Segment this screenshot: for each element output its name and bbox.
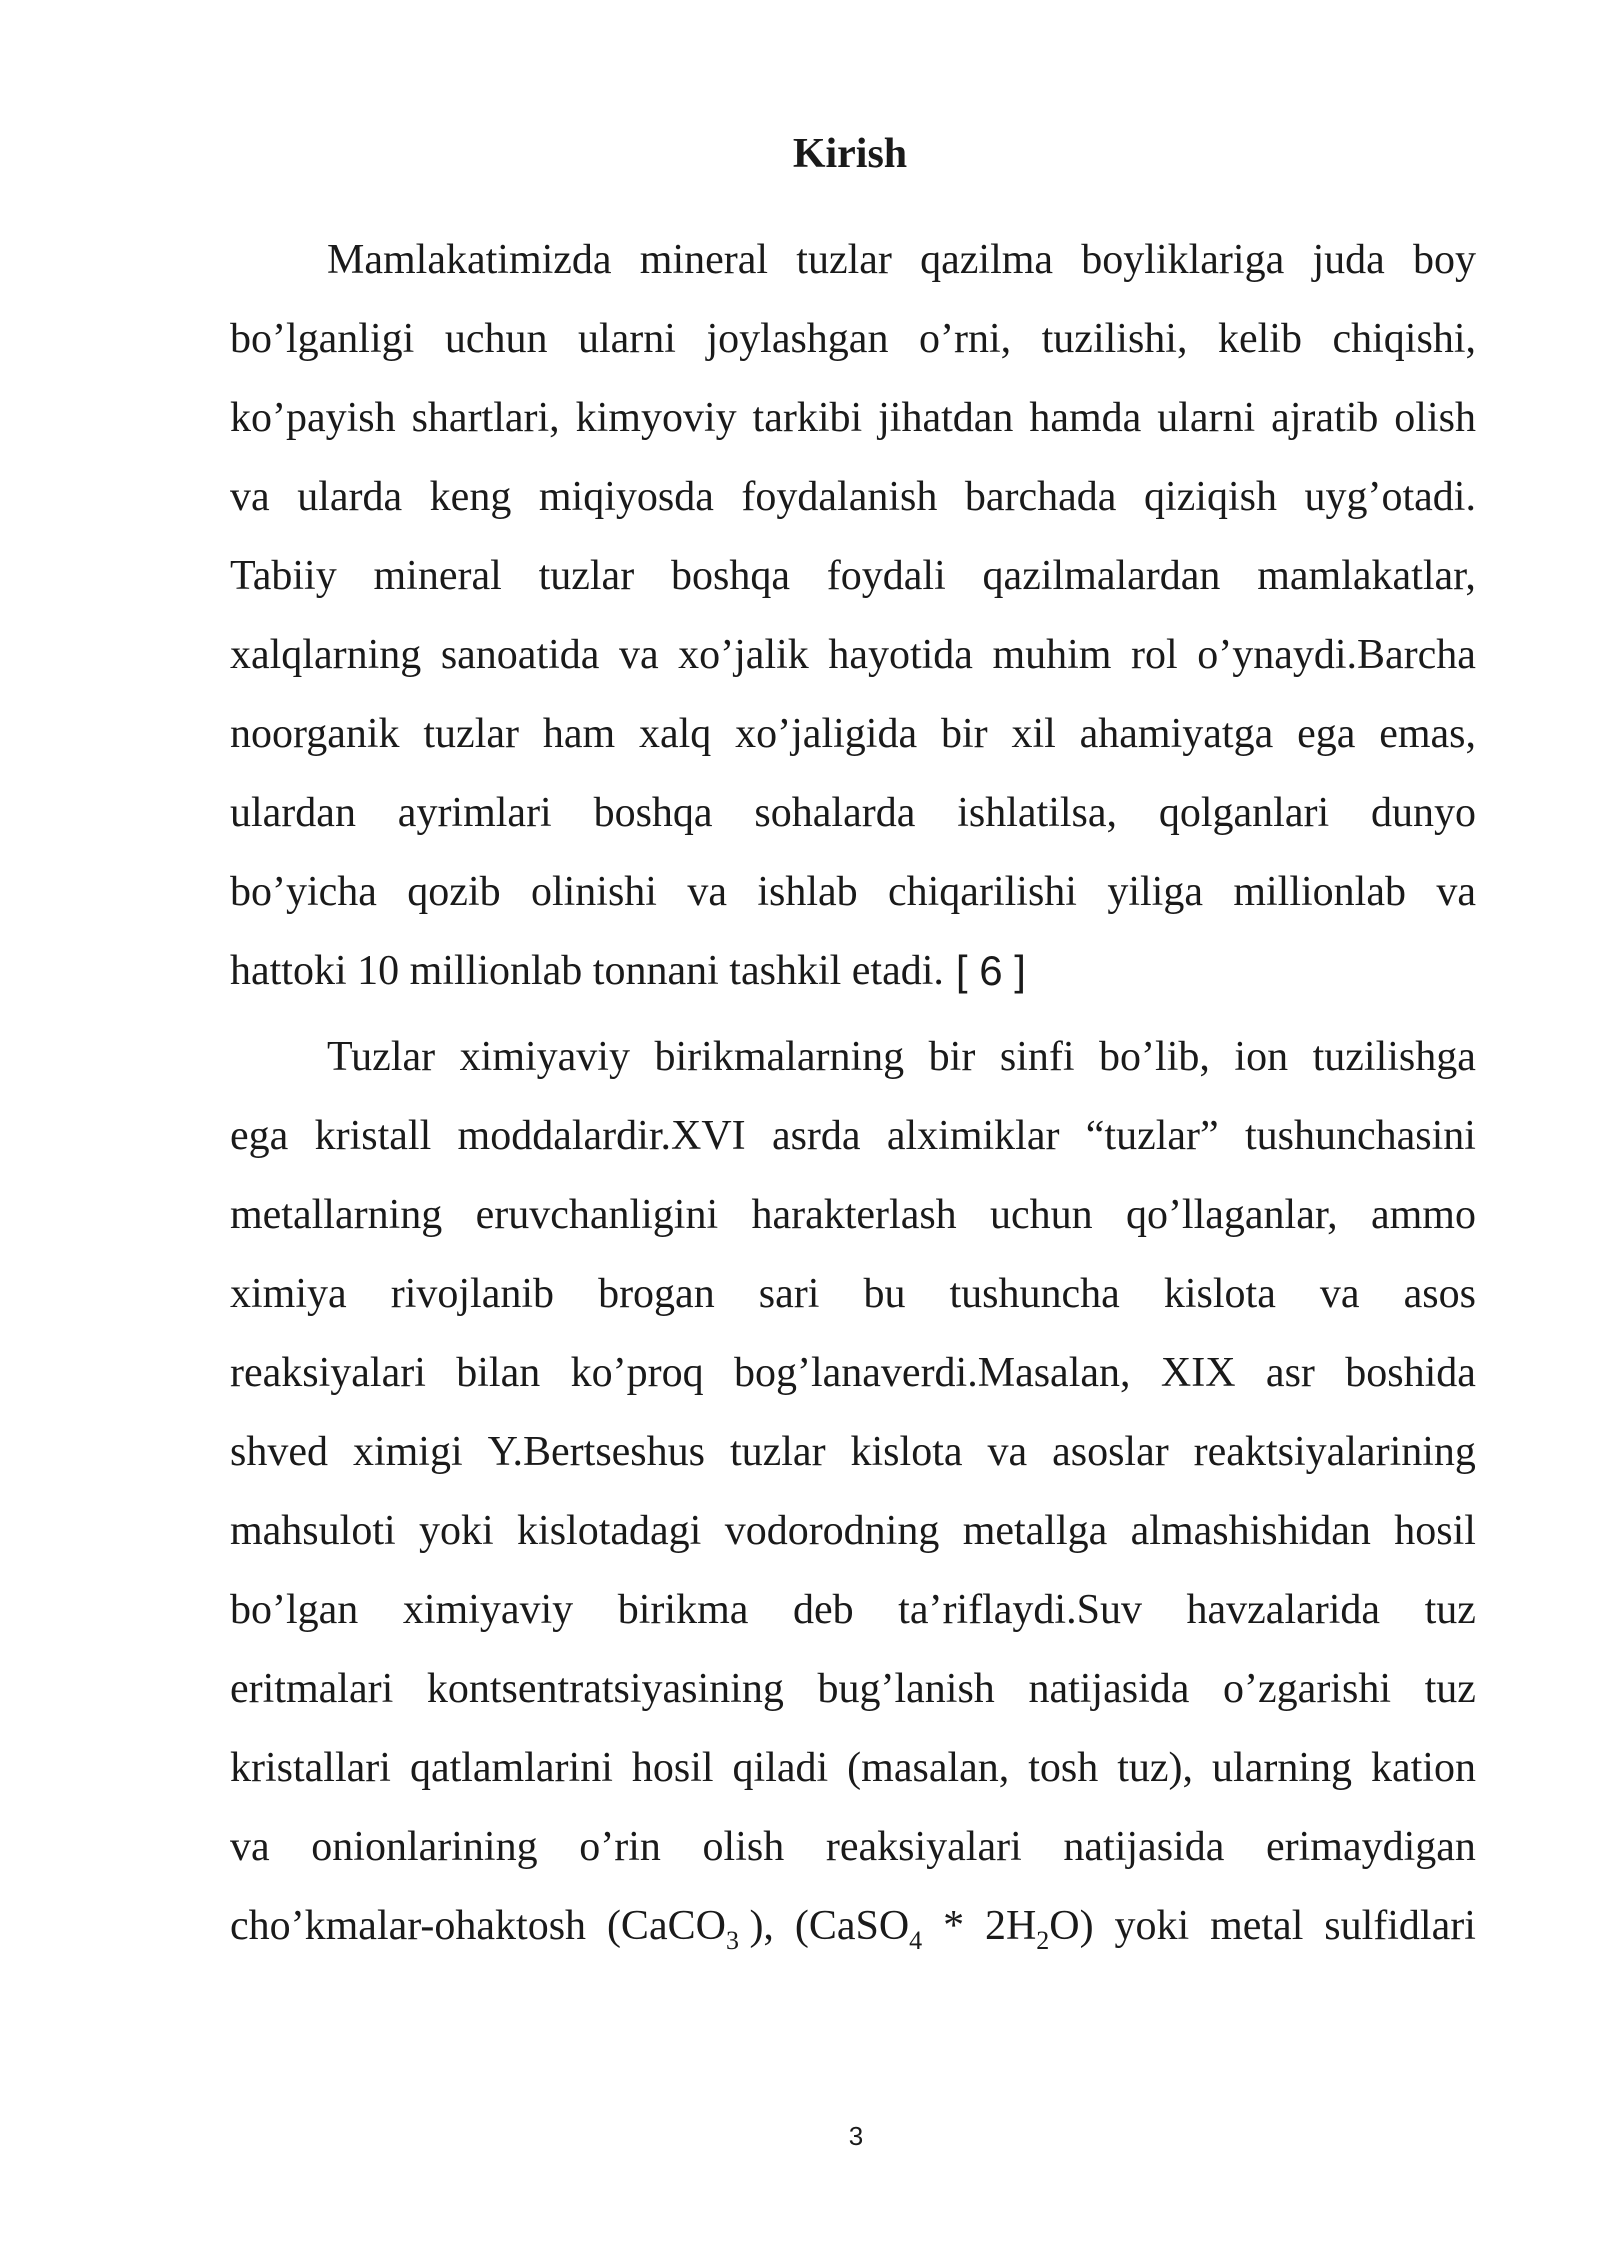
text-line: shved ximigi Y.Bertseshus tuzlar kislota va asoslar reaktsiyalarining [230,1429,1476,1475]
multiply-sign: * [943,1903,965,1949]
text-line: Mamlakatimizda mineral tuzlar qazilma boyliklariga juda boy [327,237,1476,283]
word: cho’kmalar-ohaktosh [230,1903,587,1949]
text-line: xalqlarning sanoatida va xo’jalik hayotida muhim rol o’ynaydi.Barcha [230,632,1476,678]
formula-caso4: (CaSO$_4$ [794,1903,923,1955]
word: yoki [1114,1903,1190,1949]
text-line: va onionlarining o’rin olish reaksiyalari natijasida erimaydigan [230,1824,1476,1870]
text-line: ko’payish shartlari, kimyoviy tarkibi jihatdan hamda ularni ajratib olish [230,395,1476,441]
text-line: bo’yicha qozib olinishi va ishlab chiqarilishi yiliga millionlab va [230,869,1476,915]
text-line: noorganik tuzlar ham xalq xo’jaligida bir xil ahamiyatga ega emas, [230,711,1476,757]
formula-caco3: (CaCO$_3$ ), [606,1903,774,1955]
text-line: kristallari qatlamlarini hosil qiladi (masalan, tosh tuz), ularning kation [230,1745,1476,1791]
text-line: bo’lganligi uchun ularni joylashgan o’rni, tuzilishi, kelib chiqishi, [230,316,1476,362]
text-line-content: hattoki 10 millionlab tonnani tashkil etadi. [230,948,944,994]
text-line: ega kristall moddalardir.XVI asrda alximiklar “tuzlar” tushunchasini [230,1113,1476,1159]
text-line: metallarning eruvchanligini harakterlash uchun qo’llaganlar, ammo [230,1192,1476,1238]
text-line: ximiya rivojlanib brogan sari bu tushuncha kislota va asos [230,1271,1476,1317]
text-line: Tuzlar ximiyaviy birikmalarning bir sinfi bo’lib, ion tuzilishga [327,1034,1476,1080]
formula-h2o: $2H_2O$) [984,1903,1094,1955]
text-line-last [230,945,1476,997]
text-line: ulardan ayrimlari boshqa sohalarda ishlatilsa, qolganlari dunyo [230,790,1476,836]
text-line: bo’lgan ximiyaviy birikma deb ta’riflaydi.Suv havzalarida tuz [230,1587,1476,1633]
formula-line [230,1900,1476,1957]
word: metal [1210,1903,1304,1949]
page-number: 3 [848,2121,864,2151]
text-line: eritmalari kontsentratsiyasining bug’lanish natijasida o’zgarishi tuz [230,1666,1476,1712]
text-line: reaksiyalari bilan ko’proq bog’lanaverdi.Masalan, XIX asr boshida [230,1350,1476,1396]
word: sulfidlari [1324,1903,1476,1949]
citation: [ 6 ] [955,947,1026,994]
text-line: Tabiiy mineral tuzlar boshqa foydali qazilmalardan mamlakatlar, [230,553,1476,599]
text-line: va ularda keng miqiyosda foydalanish barchada qiziqish uyg’otadi. [230,474,1476,520]
page-title: Kirish [792,131,908,177]
text-line: mahsuloti yoki kislotadagi vodorodning metallga almashishidan hosil [230,1508,1476,1554]
